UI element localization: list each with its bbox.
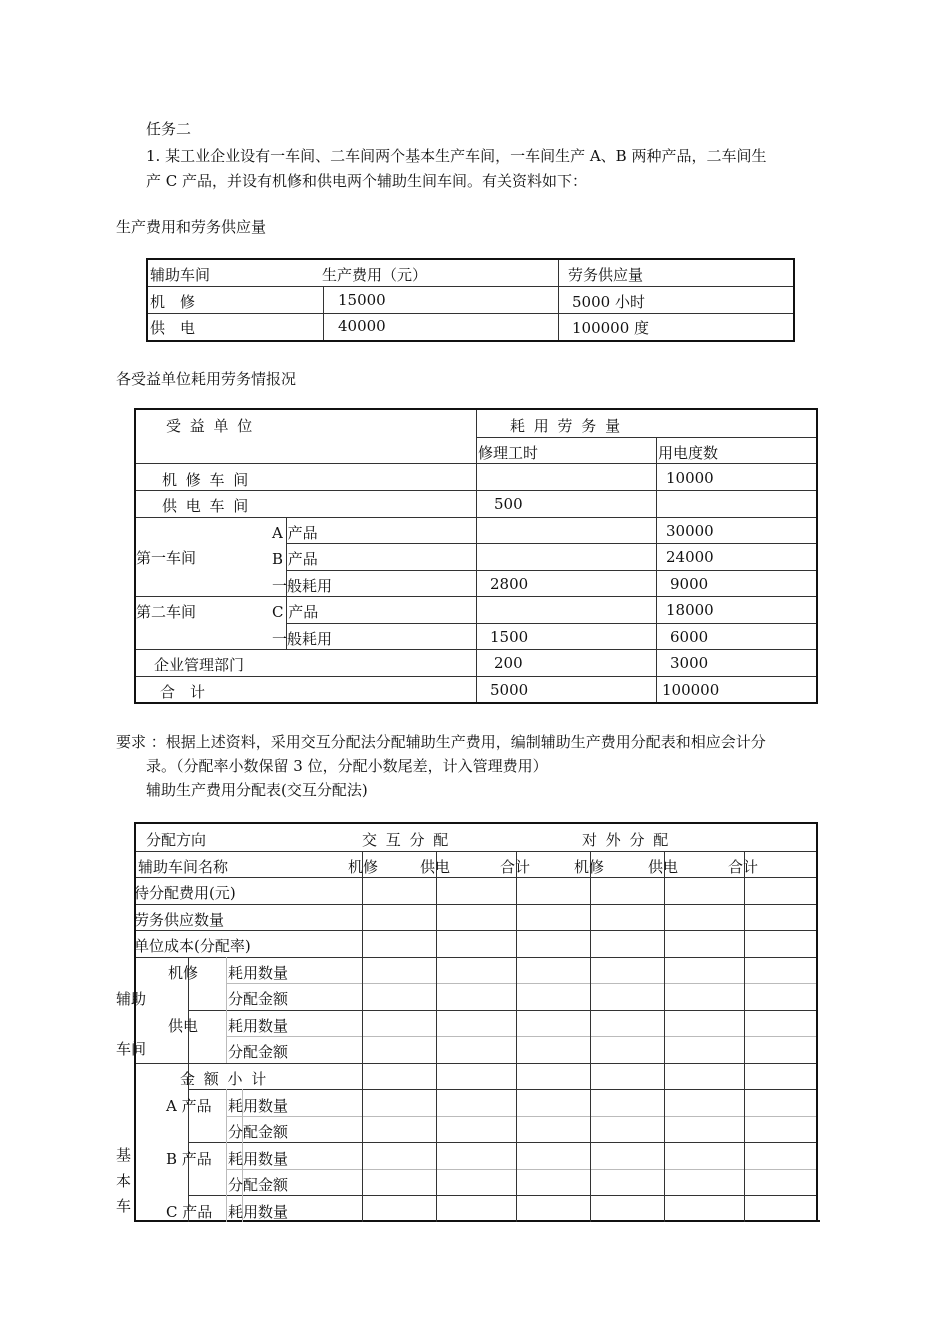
t2-r6-power: 18000 xyxy=(666,601,714,619)
t1-r2-supply: 100000 度 xyxy=(572,319,650,337)
intro-line-2: 产 C 产品，并设有机修和供电两个辅助生间车间。有关资料如下： xyxy=(146,172,588,190)
t2-r3-label: A 产品 xyxy=(272,524,318,542)
t3-aux-repair: 机修 xyxy=(168,964,199,982)
t2-r5-repair: 2800 xyxy=(490,575,529,593)
t3-prod-a-amt: 分配金额 xyxy=(228,1123,289,1141)
t2-h-consumption: 耗 用 劳 务 量 xyxy=(510,417,623,435)
t3-basic-1: 基 xyxy=(116,1146,132,1164)
t3-aux-power-amt: 分配金额 xyxy=(228,1043,289,1061)
t2-r2-label: 供 电 车 间 xyxy=(162,497,251,515)
t3-prod-b: B 产品 xyxy=(166,1150,212,1168)
t2-h-repair: 修理工时 xyxy=(478,444,539,462)
t2-group1: 第一车间 xyxy=(136,549,197,567)
t1-r1-cost: 15000 xyxy=(338,291,386,309)
t3-prod-a-qty: 耗用数量 xyxy=(228,1097,289,1115)
t3-aux-label-1: 辅助 xyxy=(116,990,147,1008)
t2-r8-label: 企业管理部门 xyxy=(154,656,245,674)
t3-row-cost: 待分配费用(元) xyxy=(134,884,236,902)
t2-r8-repair: 200 xyxy=(494,654,523,672)
t2-r7-repair: 1500 xyxy=(490,628,529,646)
allocation-table xyxy=(116,822,818,1222)
t1-r2-name: 供 电 xyxy=(150,319,196,337)
consumption-table xyxy=(134,408,818,704)
table1-caption: 生产费用和劳务供应量 xyxy=(116,218,267,236)
t3-basic-2: 本 xyxy=(116,1172,132,1190)
t3-prod-b-qty: 耗用数量 xyxy=(228,1150,289,1168)
table2-caption: 各受益单位耗用劳务情报况 xyxy=(116,370,297,388)
t2-r4-label: B 产品 xyxy=(272,550,318,568)
t3-h-name: 辅助车间名称 xyxy=(138,858,229,876)
t2-r5-power: 9000 xyxy=(670,575,709,593)
t3-aux-power: 供电 xyxy=(168,1017,199,1035)
t3-prod-a: A 产品 xyxy=(166,1097,212,1115)
allocation-table-title: 辅助生产费用分配表(交互分配法) xyxy=(146,781,368,799)
t1-h-workshop: 辅助车间 xyxy=(150,266,211,284)
task-title: 任务二 xyxy=(146,120,192,138)
t3-col-total-1: 合计 xyxy=(500,858,531,876)
t3-col-power-2: 供电 xyxy=(648,858,679,876)
t2-r9-power: 100000 xyxy=(662,681,720,699)
t2-r2-repair: 500 xyxy=(494,495,523,513)
t3-row-rate: 单位成本(分配率) xyxy=(134,937,251,955)
t2-r7-power: 6000 xyxy=(670,628,709,646)
t3-row-supply: 劳务供应数量 xyxy=(134,911,225,929)
t2-group2: 第二车间 xyxy=(136,603,197,621)
t3-subtotal: 金 额 小 计 xyxy=(180,1070,269,1088)
t2-r8-power: 3000 xyxy=(670,654,709,672)
t2-r6-label: C 产品 xyxy=(272,603,319,621)
t3-prod-b-amt: 分配金额 xyxy=(228,1176,289,1194)
t2-r1-power: 10000 xyxy=(666,469,714,487)
t3-prod-c: C 产品 xyxy=(166,1203,213,1221)
t3-aux-power-qty: 耗用数量 xyxy=(228,1017,289,1035)
t2-r9-repair: 5000 xyxy=(490,681,529,699)
t3-col-repair-1: 机修 xyxy=(348,858,379,876)
t3-h-mutual: 交 互 分 配 xyxy=(362,831,451,849)
t3-col-power-1: 供电 xyxy=(420,858,451,876)
t2-r5-label: 一般耗用 xyxy=(272,577,333,595)
t3-aux-repair-qty: 耗用数量 xyxy=(228,964,289,982)
t3-prod-c-qty: 耗用数量 xyxy=(228,1203,289,1221)
supply-table xyxy=(146,258,795,342)
t3-aux-repair-amt: 分配金额 xyxy=(228,990,289,1008)
t2-r1-label: 机 修 车 间 xyxy=(162,471,251,489)
t3-aux-label-2: 车间 xyxy=(116,1040,147,1058)
t1-h-cost: 生产费用（元） xyxy=(322,266,428,284)
t2-h-power: 用电度数 xyxy=(658,444,719,462)
t1-r1-supply: 5000 小时 xyxy=(572,293,645,311)
t2-r4-power: 24000 xyxy=(666,548,714,566)
t2-h-unit: 受 益 单 位 xyxy=(166,417,255,435)
t2-r9-label: 合 计 xyxy=(160,683,206,701)
t3-h-external: 对 外 分 配 xyxy=(582,831,671,849)
t3-col-repair-2: 机修 xyxy=(574,858,605,876)
t1-r2-cost: 40000 xyxy=(338,317,386,335)
t2-r7-label: 一般耗用 xyxy=(272,630,333,648)
t1-r1-name: 机 修 xyxy=(150,293,196,311)
requirement-line-1: 要求 ：根据上述资料，采用交互分配法分配辅助生产费用，编制辅助生产费用分配表和相应会计分 xyxy=(116,733,766,751)
t3-col-total-2: 合计 xyxy=(728,858,759,876)
intro-line-1: 1. 某工业企业设有一车间、二车间两个基本生产车间，一车间生产 A、B 两种产品，二车间生 xyxy=(146,147,767,165)
t2-r3-power: 30000 xyxy=(666,522,714,540)
t3-h-direction: 分配方向 xyxy=(146,831,207,849)
t3-basic-3: 车 xyxy=(116,1197,132,1215)
requirement-line-2: 录。（分配率小数保留 3 位，分配小数尾差，计入管理费用） xyxy=(146,757,548,775)
t1-h-supply: 劳务供应量 xyxy=(568,266,644,284)
